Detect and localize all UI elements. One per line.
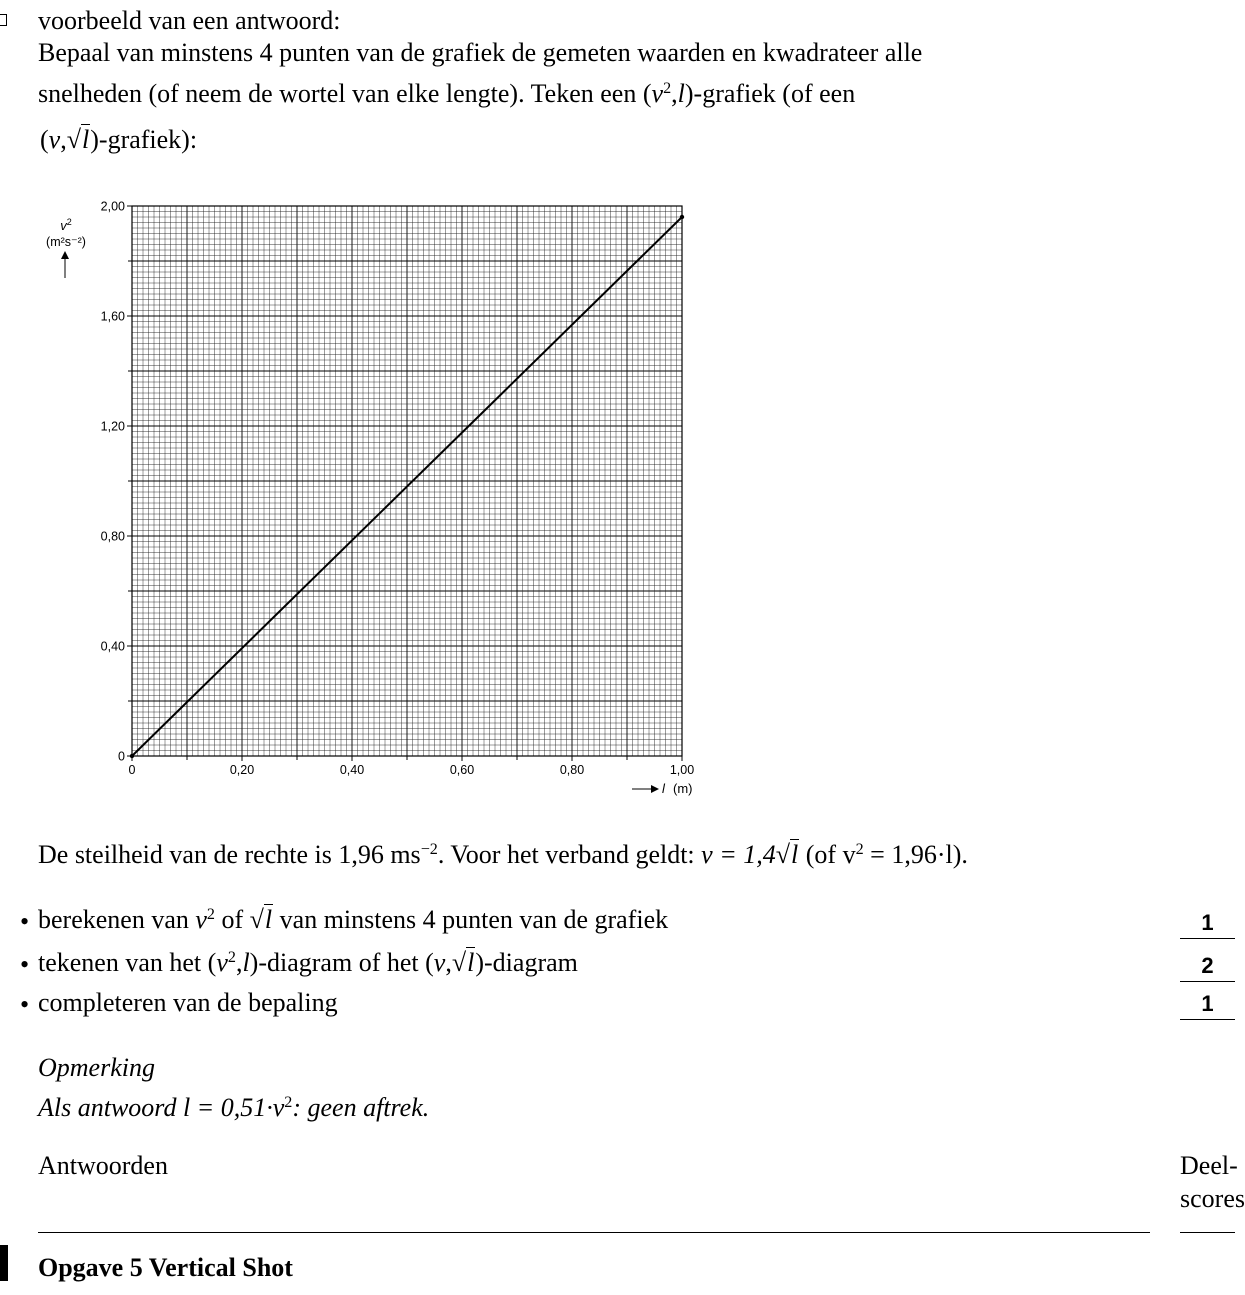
remark-text-a: Als antwoord l = 0,51·v	[38, 1093, 285, 1122]
conclusion-formula-b: (of v	[805, 840, 856, 869]
data-point	[130, 754, 134, 758]
y-axis-unit: (m²s⁻²)	[46, 235, 86, 249]
formula-v-sqrt-l: (v,√l)	[40, 125, 99, 154]
x-tick-label: 0,80	[559, 763, 585, 777]
remark-text-b: : geen aftrek.	[292, 1093, 430, 1122]
criterion-3: completeren van de bepaling	[38, 988, 338, 1017]
intro-line-1: Bepaal van minstens 4 punten van de grafiek de gemeten waarden en kwadrateer alle	[38, 38, 923, 67]
conclusion-formula-a: v = 1,4	[701, 840, 776, 869]
x-tick-label: 0,20	[229, 763, 255, 777]
footer-rule-left	[38, 1232, 1150, 1233]
bullet-1: •	[20, 907, 30, 936]
conclusion-line	[38, 842, 968, 868]
x-tick-label: 0,40	[339, 763, 365, 777]
x-axis-label: l	[662, 781, 665, 796]
y-axis-arrowhead	[61, 251, 69, 259]
y-tick-label: 0,40	[100, 639, 125, 654]
formula-v2-l: $(v^2,l)$	[642, 79, 694, 108]
intro-line-2	[38, 81, 855, 107]
x-tick-label: 1,00	[669, 763, 695, 777]
y-tick-label: 1,60	[100, 309, 125, 324]
criterion-1-text-a: berekenen van	[38, 905, 189, 934]
criterion-2: tekenen van het $(v^2,l)$-diagram of het (v,√l)-diagram	[38, 948, 578, 977]
criterion-1-text-b: of	[221, 905, 244, 934]
y-tick-label: 2,00	[100, 199, 125, 214]
bullet-3: •	[20, 990, 30, 1019]
intro-heading: voorbeeld van een antwoord:	[38, 6, 341, 35]
intro-line-3	[40, 127, 197, 153]
conclusion-sqrt-l: √l	[775, 840, 799, 869]
answer-marker	[0, 14, 7, 26]
conclusion-formula-c: = 1,96·l).	[863, 840, 968, 869]
remark-title: Opmerking	[38, 1053, 155, 1082]
y-axis-label-exponent: 2	[66, 217, 72, 227]
conclusion-text-1: De steilheid van de rechte is 1,96 ms	[38, 840, 421, 869]
x-tick-label: 0	[128, 763, 136, 777]
x-axis-arrowhead	[651, 785, 659, 793]
remark-text: Als antwoord $l = 0,51\cdot v^2$: geen aftrek.	[38, 1093, 430, 1122]
score-label-2: scores	[1180, 1184, 1245, 1213]
intro-line-3-text: -grafiek):	[98, 125, 198, 154]
criterion-2-text-b: -diagram of het	[258, 948, 419, 977]
score-label-1: Deel-	[1180, 1151, 1238, 1180]
criterion-1-score: 1	[1180, 910, 1235, 939]
criterion-2-text-a: tekenen van het	[38, 948, 202, 977]
intro-line-2-text: snelheden (of neem de wortel van elke lengte). Teken een	[38, 79, 637, 108]
bullet-2: •	[20, 950, 30, 979]
y-tick-label: 1,20	[100, 419, 125, 434]
y-tick-label: 0	[118, 749, 125, 764]
criterion-1: berekenen van $v^2$ of √l van minstens 4 punten van de grafiek	[38, 905, 669, 934]
criterion-1-text-c: van minstens 4 punten van de grafiek	[279, 905, 669, 934]
y-tick-label: 0,80	[100, 529, 125, 544]
answers-label: Antwoorden	[38, 1151, 168, 1180]
section-marker	[0, 1245, 8, 1281]
conclusion-text-2: . Voor het verband geldt:	[437, 840, 695, 869]
criterion-3-score: 1	[1180, 991, 1235, 1020]
x-axis-unit: (m)	[673, 781, 693, 796]
footer-rule-right	[1180, 1232, 1235, 1233]
data-point	[680, 215, 684, 219]
next-section-title: Opgave 5 Vertical Shot	[38, 1253, 293, 1282]
conclusion-formula-exp: 2	[855, 841, 864, 859]
criterion-2-score: 2	[1180, 953, 1235, 982]
y-axis-label: $v^2$	[60, 217, 72, 233]
x-tick-label: 0,60	[449, 763, 475, 777]
conclusion-exponent: −2	[420, 841, 438, 859]
intro-line-2-text-b: -grafiek (of een	[693, 79, 856, 108]
chart-grid	[132, 206, 682, 756]
criterion-2-text-c: -diagram	[484, 948, 578, 977]
v2-l-chart	[0, 190, 720, 810]
